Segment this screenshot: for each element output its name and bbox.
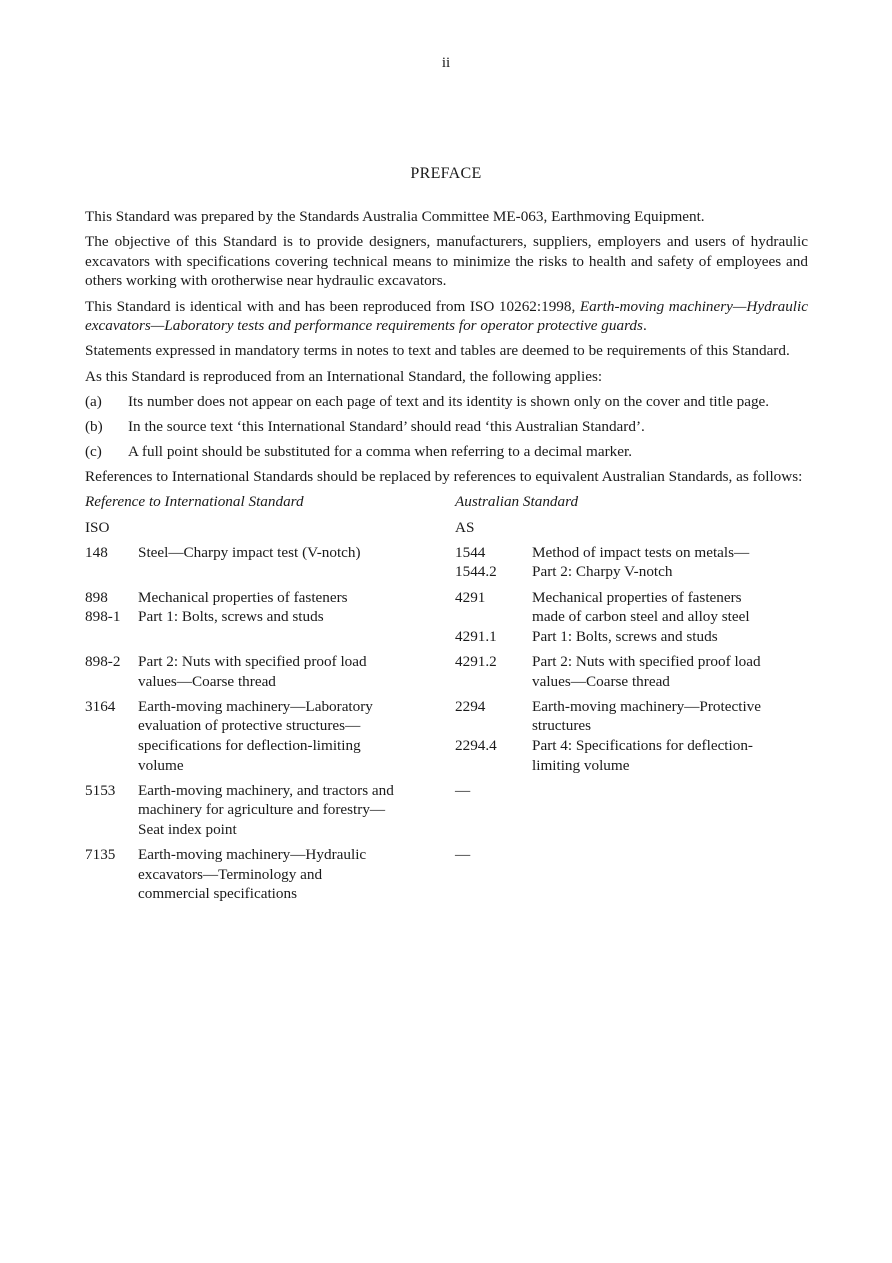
iso-title-line: Earth-moving machinery, and tractors and bbox=[138, 781, 394, 799]
as-number-cell bbox=[455, 543, 532, 582]
as-title-line: limiting volume bbox=[532, 756, 630, 774]
iso-title-line: Earth-moving machinery—Hydraulic bbox=[138, 846, 367, 864]
iso-title-cell bbox=[138, 588, 455, 647]
as-number-line: 1544.2 bbox=[455, 563, 497, 581]
as-number-line: 4291.1 bbox=[455, 627, 497, 645]
table-row bbox=[85, 543, 808, 582]
table-row bbox=[85, 697, 808, 775]
as-number-cell bbox=[455, 697, 532, 775]
iso-title-line: values—Coarse thread bbox=[138, 672, 276, 690]
iso-title-line: Earth-moving machinery—Laboratory bbox=[138, 697, 373, 715]
table-row bbox=[85, 781, 808, 840]
as-title-cell bbox=[532, 543, 808, 582]
as-number-cell bbox=[455, 652, 532, 691]
header-australian: Australian Standard bbox=[455, 493, 579, 511]
reference-table bbox=[85, 492, 808, 903]
list-text: Its number does not appear on each page of text and its identity is shown only on the cover and title page. bbox=[128, 392, 770, 410]
as-title-cell bbox=[532, 652, 808, 691]
table-row bbox=[85, 845, 808, 904]
iso-number-line: 3164 bbox=[85, 697, 116, 715]
paragraph-identical bbox=[85, 297, 808, 336]
iso-title-cell bbox=[138, 845, 455, 904]
as-number-cell bbox=[455, 588, 532, 647]
paragraph-applies: As this Standard is reproduced from an International Standard, the following applies: bbox=[85, 367, 603, 385]
as-title-line: Part 2: Charpy V-notch bbox=[532, 563, 673, 581]
list-marker: (c) bbox=[85, 443, 102, 461]
iso-title-line: volume bbox=[138, 756, 184, 774]
list-marker: (a) bbox=[85, 392, 102, 410]
table-subheader-row bbox=[85, 518, 808, 538]
as-title-cell bbox=[532, 697, 808, 775]
as-number-line: 2294.4 bbox=[455, 736, 497, 754]
iso-title-cell bbox=[138, 697, 455, 775]
as-number-line: 1544 bbox=[455, 543, 486, 561]
as-title-line bbox=[532, 781, 808, 801]
iso-number-line: 898-1 bbox=[85, 608, 121, 626]
as-title-line: Part 1: Bolts, screws and studs bbox=[532, 627, 718, 645]
paragraph-identical-end: . bbox=[642, 317, 647, 335]
as-number-line: 4291 bbox=[455, 588, 486, 606]
as-number-line: 4291.2 bbox=[455, 653, 497, 670]
iso-number-cell bbox=[85, 845, 138, 904]
iso-number-cell bbox=[85, 652, 138, 691]
iso-number-cell bbox=[85, 543, 138, 582]
as-title-cell bbox=[532, 781, 808, 840]
iso-number-cell bbox=[85, 588, 138, 647]
list-item bbox=[85, 417, 808, 437]
iso-number-line: 148 bbox=[85, 543, 108, 561]
table-header-row bbox=[85, 492, 808, 512]
iso-title-line: excavators—Terminology and bbox=[138, 865, 323, 883]
as-title-line: Earth-moving machinery—Protective bbox=[532, 697, 762, 715]
list-item bbox=[85, 442, 808, 462]
iso-title-cell bbox=[138, 781, 455, 840]
table-row bbox=[85, 588, 808, 647]
iso-title-line: machinery for agriculture and forestry— bbox=[138, 801, 386, 819]
as-number-line: 2294 bbox=[455, 697, 486, 715]
iso-title-line: commercial specifications bbox=[138, 885, 297, 903]
iso-title-line: evaluation of protective structures— bbox=[138, 717, 361, 735]
as-title-cell bbox=[532, 588, 808, 647]
as-title-cell bbox=[532, 845, 808, 904]
iso-number-cell bbox=[85, 697, 138, 775]
paragraph-identical-lead: This Standard is identical with and has been reproduced from ISO 10262:1998, bbox=[85, 297, 580, 315]
iso-title-cell bbox=[138, 652, 455, 691]
as-title-line: Part 4: Specifications for deflection- bbox=[532, 736, 753, 754]
iso-number-line: 5153 bbox=[85, 781, 116, 799]
as-number-cell bbox=[455, 845, 532, 904]
iso-title-line: Mechanical properties of fasteners bbox=[138, 588, 348, 606]
page-title: PREFACE bbox=[410, 165, 482, 182]
list-text: In the source text ‘this International Standard’ should read ‘this Australian Standard’. bbox=[128, 417, 645, 435]
list-marker: (b) bbox=[85, 417, 103, 435]
iso-title-line: Part 2: Nuts with specified proof load bbox=[138, 653, 367, 670]
iso-number-cell bbox=[85, 781, 138, 840]
table-rows bbox=[85, 543, 808, 904]
as-title-line: made of carbon steel and alloy steel bbox=[532, 608, 750, 626]
iso-title-cell bbox=[138, 543, 455, 582]
iso-document-title: Earth-moving machinery—Hydraulic excavators—Laboratory tests and performance requirements for operator protective guards bbox=[85, 297, 808, 335]
header-international: Reference to International Standard bbox=[85, 493, 304, 511]
iso-title-line: Steel—Charpy impact test (V-notch) bbox=[138, 543, 361, 561]
list-item bbox=[85, 392, 808, 412]
as-title-line: Mechanical properties of fasteners bbox=[532, 588, 742, 606]
iso-title-line: Seat index point bbox=[138, 820, 237, 838]
paragraph-references: References to International Standards should be replaced by references to equivalent Australian Standards, as follows: bbox=[85, 468, 803, 486]
paragraph-mandatory: Statements expressed in mandatory terms in notes to text and tables are deemed to be requirements of this Standard. bbox=[85, 342, 790, 360]
as-title-line: Method of impact tests on metals— bbox=[532, 543, 750, 561]
as-title-line: values—Coarse thread bbox=[532, 672, 670, 690]
as-title-line: Part 2: Nuts with specified proof load bbox=[532, 653, 761, 670]
list-text: A full point should be substituted for a comma when referring to a decimal marker. bbox=[128, 443, 633, 461]
as-title-line: structures bbox=[532, 717, 592, 735]
as-number-cell bbox=[455, 781, 532, 840]
subheader-iso: ISO bbox=[85, 518, 110, 536]
as-number-line: — bbox=[455, 846, 471, 864]
as-title-line bbox=[532, 845, 808, 865]
applies-list bbox=[85, 392, 808, 462]
as-number-line: — bbox=[455, 781, 471, 799]
as-number-line bbox=[455, 607, 532, 627]
iso-title-line: specifications for deflection-limiting bbox=[138, 736, 361, 754]
page-number: ii bbox=[441, 55, 451, 71]
iso-number-line: 898 bbox=[85, 588, 108, 606]
paragraph-objective: The objective of this Standard is to provide designers, manufacturers, suppliers, employers and users of hydraulic excavators with specifications covering technical means to minimize the risks to health and safety of employees and others working with orotherwise near hydraulic excavators. bbox=[85, 233, 808, 290]
as-number-line bbox=[455, 716, 532, 736]
subheader-as: AS bbox=[455, 518, 475, 536]
paragraph-committee: This Standard was prepared by the Standards Australia Committee ME-063, Earthmoving Equipment. bbox=[85, 208, 705, 225]
preface-body bbox=[85, 207, 808, 910]
iso-title-line: Part 1: Bolts, screws and studs bbox=[138, 608, 324, 626]
iso-number-line: 7135 bbox=[85, 846, 116, 864]
table-row bbox=[85, 652, 808, 691]
iso-number-line: 898-2 bbox=[85, 653, 121, 670]
